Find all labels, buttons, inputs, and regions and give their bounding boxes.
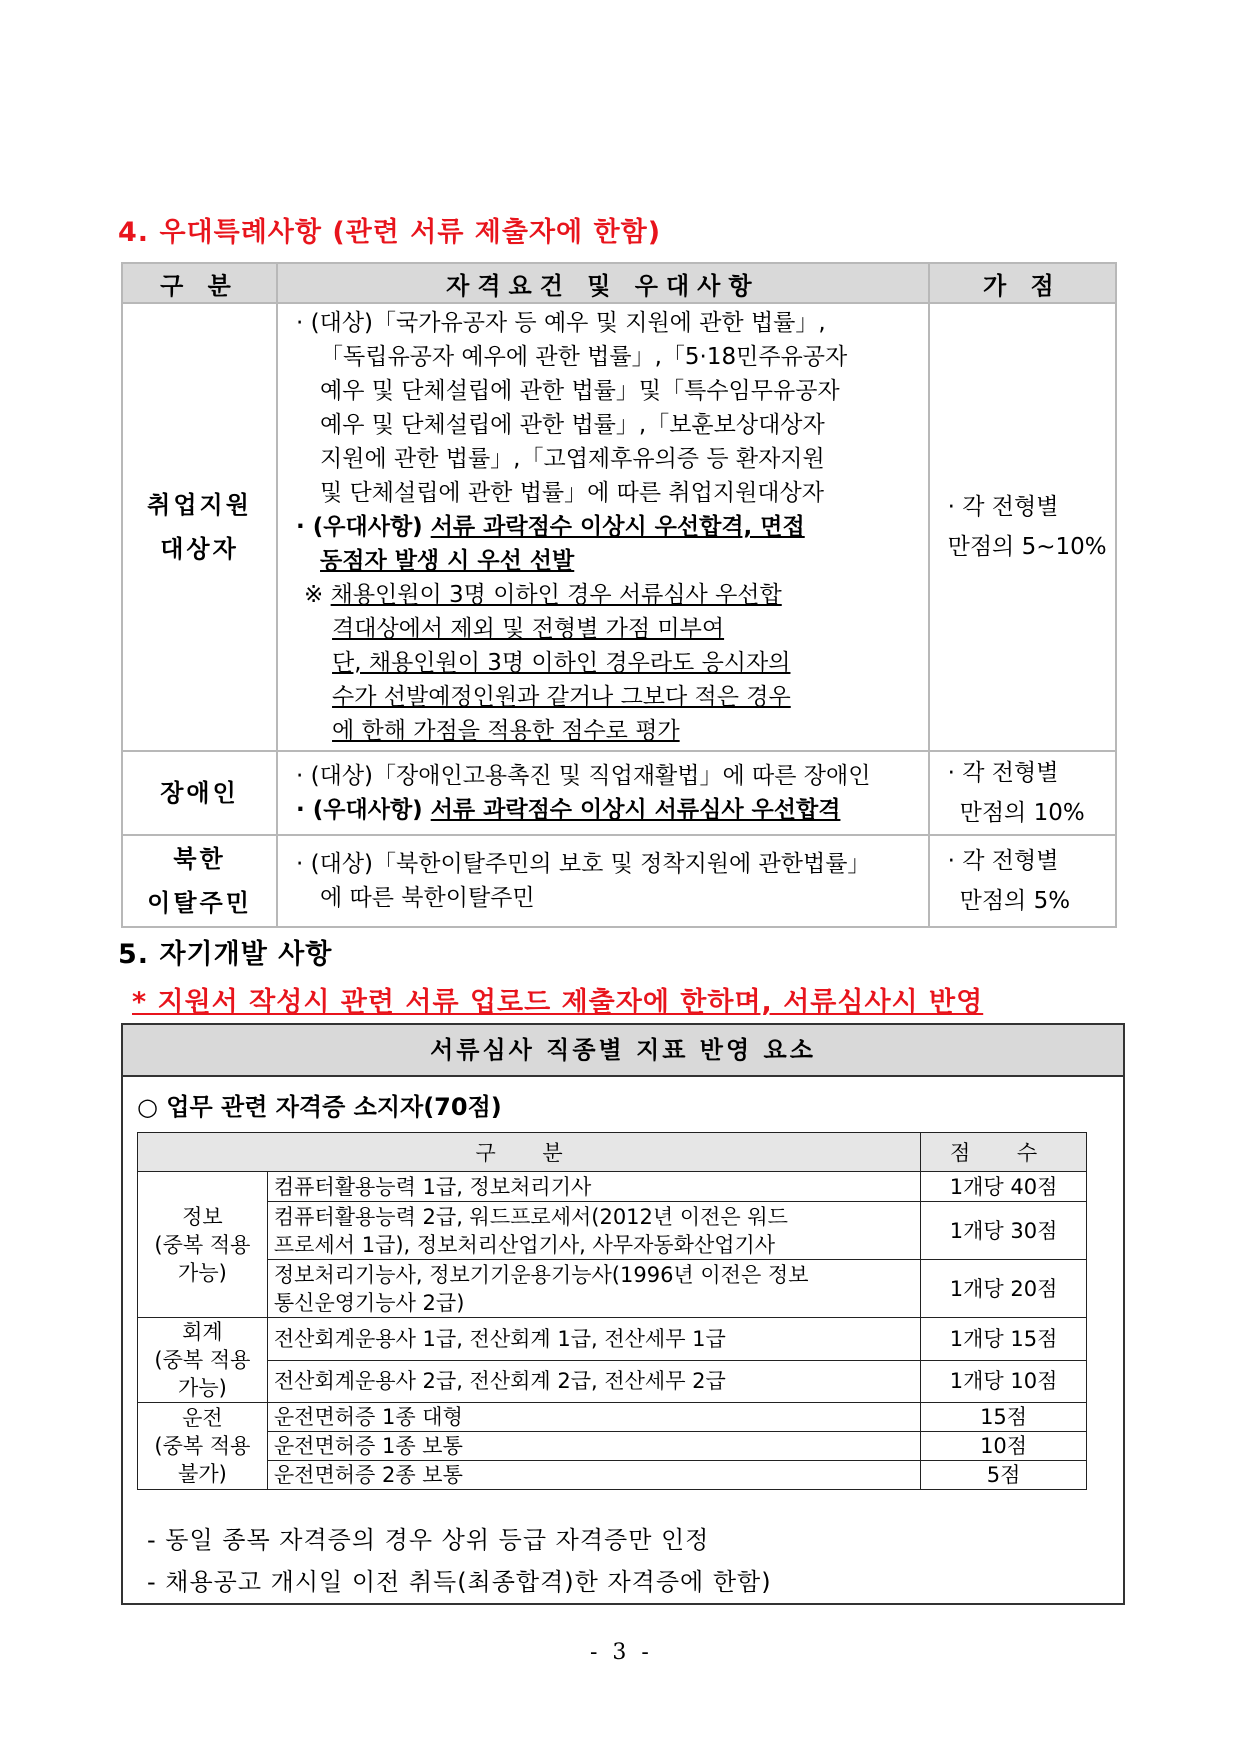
table-row (122, 303, 1116, 751)
desc-line: 프로세서 1급), 정보처리산업기사, 사무자동화산업기사 (273, 1232, 776, 1257)
content-line: · (대상)「국가유공자 등 예우 및 지원에 관한 법률」, (296, 310, 826, 336)
note-mark: ※ (304, 582, 324, 608)
points-line: · 각 전형별 (947, 848, 1059, 874)
row-content (277, 303, 929, 751)
group-name-line: (중복 적용 (154, 1232, 251, 1257)
desc-line: 운전면허증 2종 보통 (273, 1463, 463, 1487)
content-line: 예우 및 단체설립에 관한 법률」및「특수임무유공자 (320, 378, 840, 404)
content-line: · (대상)「장애인고용촉진 및 직업재활법」에 따른 장애인 (296, 763, 871, 789)
table-row (122, 751, 1116, 835)
row-content (277, 835, 929, 927)
self-development-box (121, 1023, 1125, 1605)
row-points (929, 303, 1116, 751)
table-row (138, 1403, 1087, 1432)
note-line: 에 한해 가점을 적용한 점수로 평가 (332, 718, 680, 744)
item-score: 10점 (921, 1432, 1087, 1461)
group-name (138, 1318, 268, 1403)
item-desc (267, 1360, 920, 1403)
group-name-line: (중복 적용 (154, 1348, 251, 1372)
preference-table-header (122, 263, 1116, 303)
row-category (122, 835, 277, 927)
desc-line: 전산회계운용사 2급, 전산회계 2급, 전산세무 2급 (273, 1369, 726, 1394)
table-row (138, 1202, 1087, 1260)
header-requirements: 자격요건 및 우대사항 (277, 263, 929, 303)
desc-line: 정보처리기능사, 정보기기운용기능사(1996년 이전은 정보 (273, 1262, 809, 1287)
pref-label: · (우대사항) (296, 797, 423, 823)
group-name (138, 1172, 268, 1318)
note-line: 단, 채용인원이 3명 이하인 경우라도 응시자의 (332, 650, 791, 676)
pref-line: 동점자 발생 시 우선 선발 (320, 548, 575, 574)
desc-line: 전산회계운용사 1급, 전산회계 1급, 전산세무 1급 (273, 1326, 726, 1351)
item-desc (267, 1202, 920, 1260)
table-row (138, 1461, 1087, 1490)
header-points: 가 점 (929, 263, 1116, 303)
row-points (929, 835, 1116, 927)
content-line: 및 단체설립에 관한 법률」에 따른 취업지원대상자 (320, 480, 824, 506)
item-desc (267, 1461, 920, 1490)
row-category (122, 751, 277, 835)
points-line: 만점의 5% (959, 888, 1071, 914)
item-score: 1개당 40점 (921, 1172, 1087, 1202)
table-row (122, 835, 1116, 927)
item-desc (267, 1172, 920, 1202)
group-name-line: 운전 (182, 1406, 223, 1430)
points-line: · 각 전형별 (947, 494, 1059, 520)
row-points (929, 751, 1116, 835)
item-score: 5점 (921, 1461, 1087, 1490)
group-name (138, 1403, 268, 1490)
item-score: 15점 (921, 1403, 1087, 1432)
note-line: 수가 선발예정인원과 같거나 그보다 적은 경우 (332, 684, 791, 710)
content-line: 「독립유공자 예우에 관한 법률」,「5·18민주유공자 (320, 344, 848, 370)
desc-line: 운전면허증 1종 보통 (273, 1434, 463, 1458)
content-line: 예우 및 단체설립에 관한 법률」,「보훈보상대상자 (320, 412, 825, 438)
item-desc (267, 1260, 920, 1318)
note-line: 격대상에서 제외 및 전형별 가점 미부여 (332, 616, 725, 642)
item-score: 1개당 15점 (921, 1318, 1087, 1361)
group-name-line: 정보 (182, 1204, 223, 1229)
desc-line: 통신운영기능사 2급) (273, 1290, 465, 1315)
header-category: 구 분 (138, 1133, 921, 1172)
table-row (138, 1318, 1087, 1361)
points-line: · 각 전형별 (947, 760, 1059, 786)
group-name-line: (중복 적용 (154, 1434, 251, 1458)
pref-text: 서류 과락점수 이상시 우선합격, 면접 (430, 514, 805, 540)
group-name-line: 회계 (182, 1320, 223, 1344)
points-line: 만점의 10% (959, 800, 1085, 826)
footnote: - 채용공고 개시일 이전 취득(최종합격)한 자격증에 한함) (147, 1568, 772, 1596)
item-score: 1개당 20점 (921, 1260, 1087, 1318)
pref-label: · (우대사항) (296, 514, 423, 540)
category-line: 장애인 (160, 779, 239, 807)
table-row (138, 1172, 1087, 1202)
section5-note: * 지원서 작성시 관련 서류 업로드 제출자에 한하며, 서류심사시 반영 (132, 987, 984, 1018)
group-name-line: 불가) (178, 1462, 227, 1486)
section4-title: 4. 우대특례사항 (관련 서류 제출자에 한함) (118, 217, 662, 248)
box-title: 서류심사 직종별 지표 반영 요소 (123, 1025, 1123, 1077)
certificate-table-header (138, 1133, 1087, 1172)
header-category: 구 분 (122, 263, 277, 303)
certificate-table (137, 1132, 1087, 1490)
desc-line: 컴퓨터활용능력 2급, 워드프로세서(2012년 이전은 워드 (273, 1204, 788, 1229)
table-row (138, 1260, 1087, 1318)
item-desc (267, 1318, 920, 1361)
category-line: 이탈주민 (147, 889, 252, 917)
category-line: 대상자 (160, 535, 239, 563)
box-subtitle: ○ 업무 관련 자격증 소지자(70점) (137, 1093, 502, 1121)
header-score: 점 수 (921, 1133, 1087, 1172)
category-line: 북한 (173, 845, 226, 873)
note-text: 채용인원이 3명 이하인 경우 서류심사 우선합 (330, 582, 782, 608)
pref-line (296, 510, 920, 544)
category-line: 취업지원 (147, 491, 252, 519)
content-line: · (대상)「북한이탈주민의 보호 및 정착지원에 관한법률」 (296, 851, 871, 877)
content-line: 에 따른 북한이탈주민 (320, 885, 535, 911)
item-desc (267, 1432, 920, 1461)
note-line (296, 578, 920, 612)
points-line: 만점의 5~10% (947, 534, 1107, 560)
desc-line: 컴퓨터활용능력 1급, 정보처리기사 (273, 1174, 592, 1199)
footnote: - 동일 종목 자격증의 경우 상위 등급 자격증만 인정 (147, 1526, 710, 1554)
desc-line: 운전면허증 1종 대형 (273, 1405, 463, 1429)
row-content (277, 751, 929, 835)
section5-title: 5. 자기개발 사항 (118, 939, 333, 970)
page-number: - 3 - (590, 1640, 653, 1665)
content-line: 지원에 관한 법률」,「고엽제후유의증 등 환자지원 (320, 446, 825, 472)
item-score: 1개당 30점 (921, 1202, 1087, 1260)
table-row (138, 1432, 1087, 1461)
item-score: 1개당 10점 (921, 1360, 1087, 1403)
pref-text: 서류 과락점수 이상시 서류심사 우선합격 (430, 797, 841, 823)
item-desc (267, 1403, 920, 1432)
row-category (122, 303, 277, 751)
table-row (138, 1360, 1087, 1403)
pref-line (296, 793, 920, 827)
preference-table (121, 262, 1117, 928)
group-name-line: 가능) (178, 1260, 227, 1285)
group-name-line: 가능) (178, 1376, 227, 1400)
